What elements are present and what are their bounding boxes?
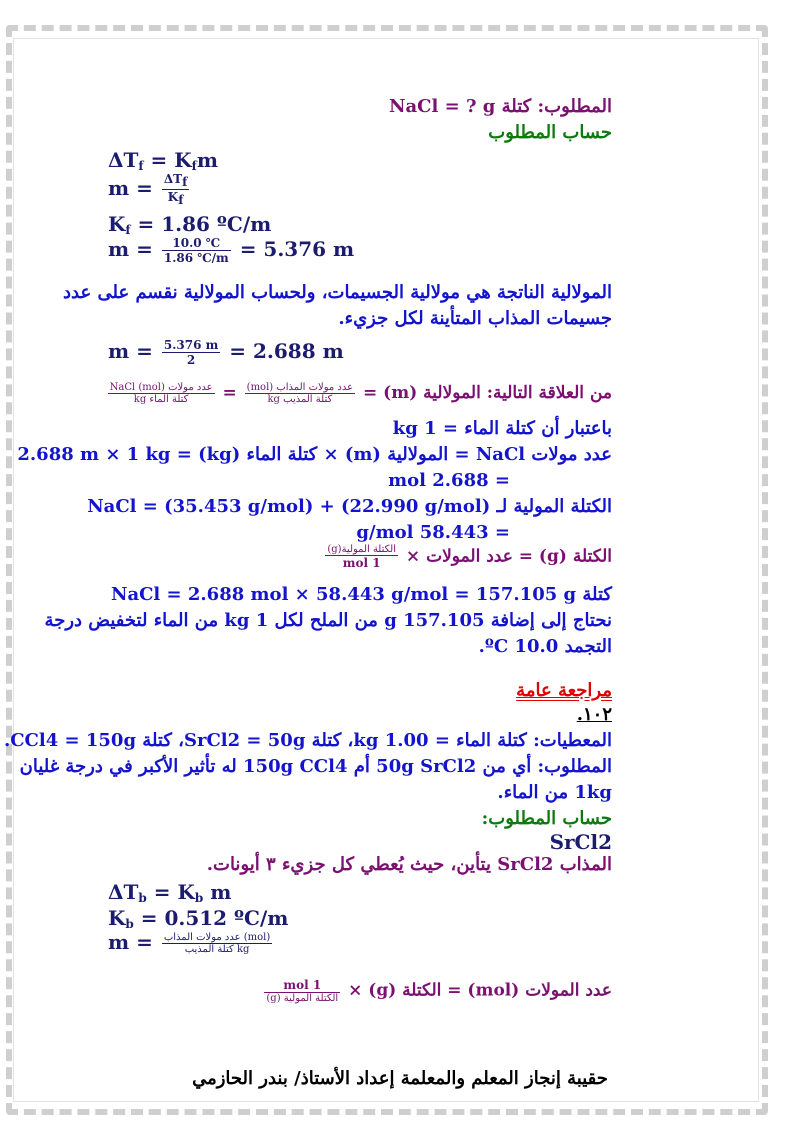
- moles-result: = 2.688 mol: [388, 470, 510, 491]
- page-footer: حقيبة إنجاز المعلم والمعلمة إعداد الأستاذ/ بندر الحازمي: [192, 1068, 608, 1089]
- equation-m-particles: m = $\frac{5.376 m}{2}$ = 2.688 m: [108, 338, 344, 367]
- calc-heading-2: حساب المطلوب:: [481, 808, 612, 829]
- moles-formula-line: عدد المولات (mol) = الكتلة (g) × $\frac{\text{1 mol}}{\text{الكتلة المولية (g)}}$: [266, 978, 612, 1004]
- mass-formula-line: الكتلة (g) = عدد المولات × $\frac{\text{الكتلة المولية(g)}}{\text{1 mol}}$: [327, 544, 612, 570]
- conclusion-line-1: نحتاج إلى إضافة 157.105 g من الملح لكل 1 kg من الماء لتخفيض درجة: [44, 610, 612, 631]
- assume-water-line: باعتبار أن كتلة الماء = 1 kg: [392, 418, 612, 439]
- mass-nacl-line: كتلة NaCl = 2.688 mol × 58.443 g/mol = 157.105 g: [110, 584, 612, 605]
- paragraph-line-2: جسيمات المذاب المتأينة لكل جزيء.: [338, 308, 612, 329]
- equation-m-value: m = $\frac{10.0 ℃}{1.86 ℃/m}$ = 5.376 m: [108, 236, 355, 265]
- equation-m-def: m = $\frac{\text{ΔTf}}{Kf}$: [108, 172, 188, 207]
- equation-kb: $K_b = 0.512$ ºC/m: [108, 906, 289, 931]
- moles-nacl-line: عدد مولات NaCl = المولالية (m) × كتلة الماء (kg) = 2.688 m × 1 kg: [17, 444, 612, 465]
- molar-mass-result: = 58.443 g/mol: [356, 522, 510, 543]
- srcl2-note: المذاب SrCl2 يتأين، حيث يُعطي كل جزيء ٣ أيونات.: [206, 854, 612, 875]
- required-line: المطلوب: كتلة NaCl = ? g: [389, 96, 612, 117]
- question-number: ١٠٢.: [576, 704, 612, 725]
- required-2-line-1: المطلوب: أي من 50g SrCl2 أم 150g CCl4 له تأثير الأكبر في درجة غليان: [19, 756, 612, 777]
- srcl2-label: SrCl2: [549, 830, 612, 854]
- equation-kf: $K_f = 1.86$ ºC/m: [108, 212, 272, 237]
- relation-line: من العلاقة التالية: المولالية (m) = $\frac{\text{عدد مولات المذاب (mol)}}{\text{كتلة المذيب kg}}$ = $\frac{\text{عدد مولات NaCl (mol)}}{\text{كتلة الماء kg}}$: [109, 382, 612, 405]
- givens-line: المعطيات: كتلة الماء = 1.00 kg، كتلة SrCl2 = 50g، كتلة CCl4 = 150g.: [3, 730, 612, 751]
- calc-heading: حساب المطلوب: [488, 122, 612, 143]
- fraction-dtf-kf: $\frac{\text{ΔTf}}{Kf}$: [163, 172, 188, 207]
- molar-mass-line: الكتلة المولية لـ NaCl = (35.453 g/mol) + (22.990 g/mol): [87, 496, 612, 517]
- equation-m-def-2: m = $\frac{\text{عدد مولات المذاب (mol)}}{\text{كتلة المذيب kg}}$: [108, 930, 271, 955]
- paragraph-line-1: المولالية الناتجة هي مولالية الجسيمات، ولحساب المولالية نقسم على عدد: [63, 282, 612, 303]
- conclusion-line-2: التجمد 10.0 ºC.: [478, 636, 612, 657]
- equation-dtf: $\Delta T_f = K_fm$: [108, 148, 218, 173]
- equation-dtb: $\Delta T_b = K_b$ m: [108, 880, 232, 905]
- required-2-line-2: 1kg من الماء.: [497, 782, 612, 803]
- general-review-heading: مراجعة عامة: [516, 680, 612, 701]
